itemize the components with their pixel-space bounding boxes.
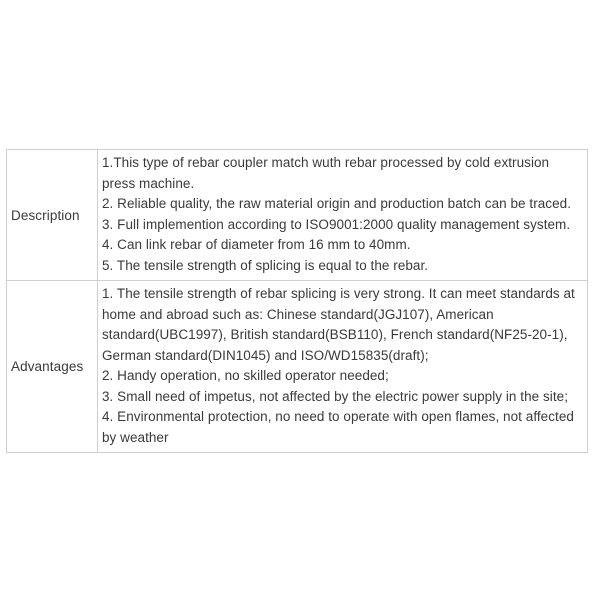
description-item-5: 5. The tensile strength of splicing is equal to the rebar. (102, 257, 429, 273)
row-content-advantages (98, 281, 588, 453)
description-item-2: 2. Reliable quality, the raw material origin and production batch can be traced. (102, 196, 572, 211)
advantages-item-2: 2. Handy operation, no skilled operator needed; (102, 368, 389, 383)
table-row-description (7, 150, 588, 281)
row-label-description: Description (7, 150, 98, 281)
advantages-item-4: 4. Environmental protection, no need to operate with open flames, not affected by weather (102, 409, 574, 445)
advantages-item-3: 3. Small need of impetus, not affected by the electric power supply in the site; (102, 388, 569, 404)
table-row-advantages (7, 281, 588, 453)
description-item-1: 1.This type of rebar coupler match wuth rebar processed by cold extrusion press machine. (102, 155, 550, 191)
row-content-description (98, 150, 588, 281)
spec-table (6, 149, 588, 453)
description-item-3: 3. Full implemention according to ISO9001:2000 quality management system. (102, 216, 571, 232)
row-label-advantages: Advantages (7, 281, 98, 453)
advantages-item-1: 1. The tensile strength of rebar splicing is very strong. It can meet standards at home and abroad such as: Chinese standard(JGJ107), American standard(UBC1997), British standard(BSB110), French standard(NF25-20-1), German standard(DIN1045) and ISO/WD15835(draft); (102, 286, 575, 363)
description-item-4: 4. Can link rebar of diameter from 16 mm to 40mm. (102, 237, 411, 252)
